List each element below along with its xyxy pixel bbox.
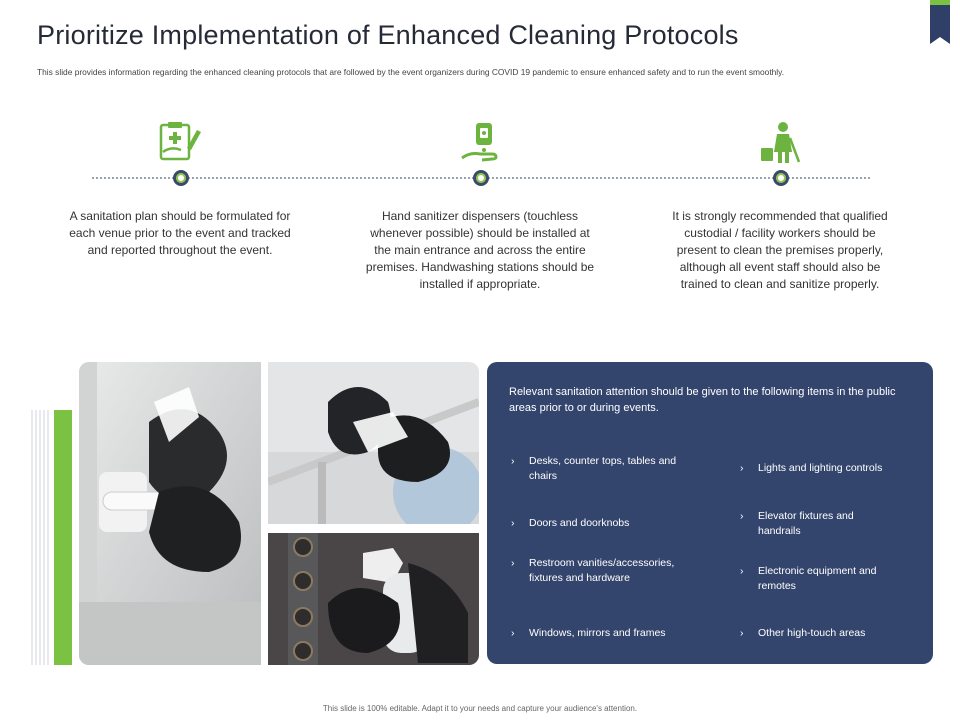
list-item: › Lights and lighting controls bbox=[740, 462, 883, 474]
sanitation-info-panel bbox=[487, 362, 933, 664]
column-text: Hand sanitizer dispensers (touchless whenever possible) should be installed at the main entrance and across the entire premises. Handwashing stations should be installed if appropriate. bbox=[365, 209, 595, 291]
hand-sanitizer-icon bbox=[458, 120, 504, 166]
timeline-node bbox=[473, 170, 489, 186]
column-text: It is strongly recommended that qualified custodial / facility workers should be present to clean the premises properly, although all event staff should also be trained to clean and sanitize properly. bbox=[672, 209, 888, 291]
chevron-right-icon: › bbox=[740, 565, 744, 577]
decorative-stripes bbox=[31, 410, 51, 665]
page-title: Prioritize Implementation of Enhanced Cleaning Protocols bbox=[37, 20, 739, 50]
timeline-node bbox=[773, 170, 789, 186]
list-item: › Elevator fixtures and handrails bbox=[740, 510, 854, 537]
cleaning-staff-icon bbox=[757, 120, 803, 166]
accent-bar bbox=[54, 410, 72, 665]
list-item: › Doors and doorknobs bbox=[511, 517, 630, 529]
panel-heading: Relevant sanitation attention should be given to the following items in the public areas prior to or during events. bbox=[509, 386, 896, 414]
timeline-node bbox=[173, 170, 189, 186]
chevron-right-icon: › bbox=[511, 455, 515, 467]
column-text: A sanitation plan should be formulated for each venue prior to the event and tracked and reported throughout the event. bbox=[69, 209, 291, 257]
chevron-right-icon: › bbox=[740, 510, 744, 522]
door-handle-cleaning-photo bbox=[79, 362, 261, 665]
rail-cleaning-photo bbox=[268, 362, 479, 524]
page-subtitle: This slide provides information regarding the enhanced cleaning protocols that are followed by the event organizers during COVID 19 pandemic to ensure enhanced safety and to run the event smoothly. bbox=[37, 67, 785, 77]
chevron-right-icon: › bbox=[511, 517, 515, 529]
chevron-right-icon: › bbox=[740, 627, 744, 639]
list-item: › Other high-touch areas bbox=[740, 627, 866, 639]
bookmark-icon bbox=[930, 0, 950, 44]
footer-note: This slide is 100% editable. Adapt it to your needs and capture your audience's attention. bbox=[322, 704, 638, 713]
elevator-button-cleaning-photo bbox=[268, 533, 479, 665]
list-item: › Restroom vanities/accessories, fixtures and hardware bbox=[511, 557, 675, 584]
list-item: › Desks, counter tops, tables and chairs bbox=[511, 455, 677, 482]
list-item: › Electronic equipment and remotes bbox=[740, 565, 877, 592]
chevron-right-icon: › bbox=[740, 462, 744, 474]
chevron-right-icon: › bbox=[511, 627, 515, 639]
list-item: › Windows, mirrors and frames bbox=[511, 627, 666, 639]
clipboard-medical-icon bbox=[157, 120, 203, 166]
chevron-right-icon: › bbox=[511, 557, 515, 569]
